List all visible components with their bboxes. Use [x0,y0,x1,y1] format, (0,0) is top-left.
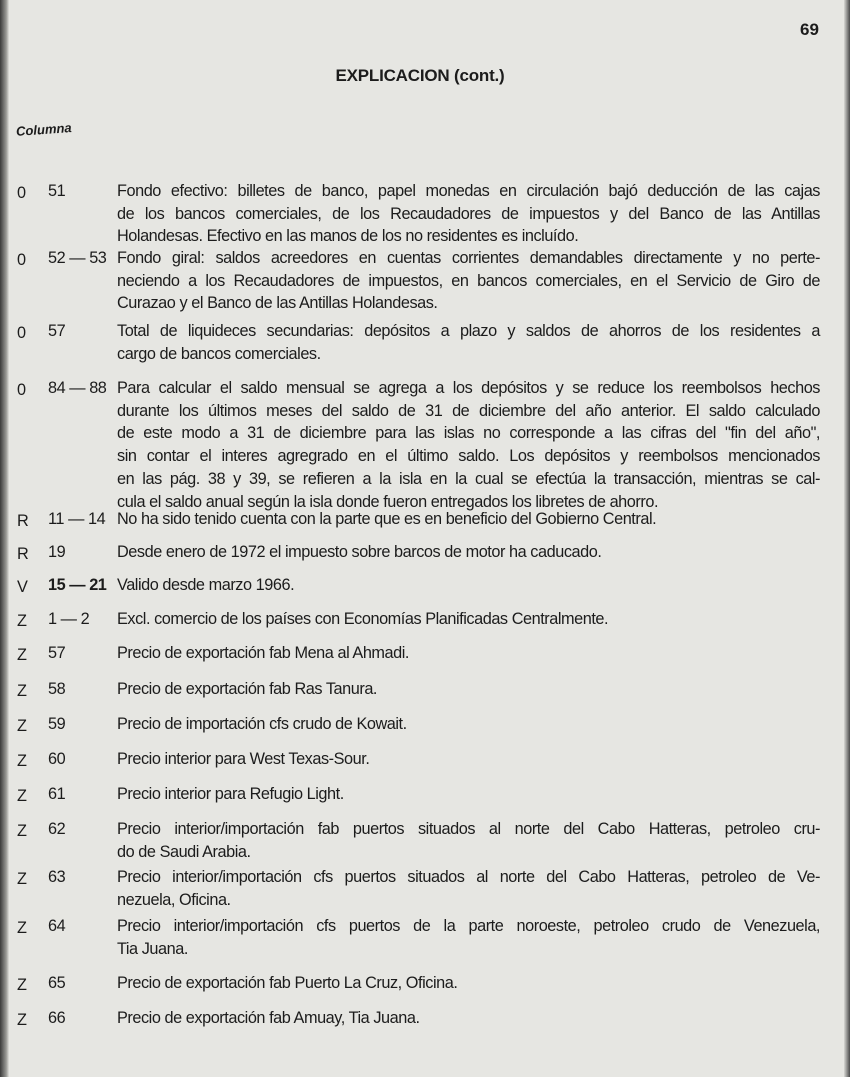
entry-text [117,972,820,995]
entry-column-number: 15 — 21 [48,576,107,594]
entry-code: 0 [17,251,26,269]
entry-text-line: do de Saudi Arabia. [117,842,251,861]
entry-text-line: Precio interior/importación fab puertos situados al norte del Cabo Hatteras, petroleo cru- [117,820,820,838]
entry-text-line: sin contar el interes agregrado en el último saldo. Los depósitos y reembolsos mencionados [117,447,820,466]
entry-column-number: 57 [48,644,66,662]
entry-text [117,642,820,665]
entry-text-line: Desde enero de 1972 el impuesto sobre barcos de motor ha caducado. [117,543,602,561]
entry-text-line: cargo de bancos comerciales. [117,344,321,363]
entry-code: 0 [17,324,26,342]
entry-text [117,320,820,365]
entry-text-line: Precio de exportación fab Mena al Ahmadi. [117,644,409,662]
entry-column-number: 51 [48,182,66,200]
entry-column-number: 63 [48,868,66,886]
entry-text-line: Fondo giral: saldos acreedores en cuentas corrientes demandables directamente y no perte- [117,249,820,267]
entry-text-line: de los bancos comerciales, de los Recaudadores de impuestos y del Banco de las Antillas [117,204,820,223]
entry-column-number: 57 [48,322,66,340]
entry-code: Z [17,1011,27,1029]
entry-text [117,915,820,960]
entry-text-line: de este modo a 31 de diciembre para las islas no corresponde a las cifras del "fin del año", [117,424,820,443]
entry-code: 0 [17,381,26,399]
page-right-edge [844,0,850,1077]
entry-text-line: nezuela, Oficina. [117,890,231,909]
entry-code: Z [17,976,27,994]
entry-text-line: cula el saldo anual según la isla donde fueron entregados los libretes de ahorro. [117,492,659,511]
entry-text [117,818,820,863]
entry-code: 0 [17,184,26,202]
entry-text-line: neciendo a los Recaudadores de impuestos, en bancos comerciales, en el Servicio de Giro de [117,271,820,290]
entry-text [117,783,820,806]
entry-text-line: Precio de exportación fab Amuay, Tia Juana. [117,1009,420,1027]
entry-text-line: Precio interior/importación cfs puertos de la parte noroeste, petroleo crudo de Venezuela, [117,917,820,935]
entry-text-line: en las pág. 38 y 39, se refieren a la isla en la cual se efectúa la transacción, mientras se cal- [117,469,820,488]
entry-text-line: Precio de exportación fab Puerto La Cruz, Oficina. [117,974,458,992]
entry-column-number: 59 [48,715,66,733]
entry-text-line: Precio de importación cfs crudo de Kowait. [117,715,407,733]
entry-column-number: 58 [48,680,66,698]
entry-code: Z [17,612,27,630]
entry-code: V [17,578,28,596]
entry-text [117,866,820,911]
entry-text [117,541,820,564]
entry-text-line: Para calcular el saldo mensual se agrega a los depósitos y se reduce los reembolsos hechos [117,379,820,397]
entry-column-number: 84 — 88 [48,379,107,397]
entry-text-line: Precio interior para Refugio Light. [117,785,344,803]
entry-text-line: Precio interior para West Texas-Sour. [117,750,370,768]
entry-text [117,508,820,531]
entry-column-number: 52 — 53 [48,249,107,267]
entry-text [117,608,820,631]
entry-code: Z [17,752,27,770]
entry-text [117,1007,820,1030]
entry-code: Z [17,682,27,700]
entry-column-number: 61 [48,785,66,803]
entry-text-line: Excl. comercio de los países con Economías Planificadas Centralmente. [117,610,609,628]
entry-column-number: 11 — 14 [48,510,106,528]
entry-code: Z [17,870,27,888]
entry-text-line: durante los últimos meses del saldo de 31 de diciembre del año anterior. El saldo calculado [117,401,820,420]
entry-code: Z [17,919,27,937]
entry-column-number: 19 [48,543,66,561]
entry-text-line: Valido desde marzo 1966. [117,576,295,594]
entry-text [117,678,820,701]
entry-text-line: Precio interior/importación cfs puertos situados al norte del Cabo Hatteras, petroleo de Ve- [117,868,820,886]
entry-text-line: Curazao y el Banco de las Antillas Holandesas. [117,294,438,313]
page-number: 69 [800,20,819,39]
entry-code: R [17,512,29,530]
entry-code: Z [17,646,27,664]
entry-column-number: 64 [48,917,66,935]
entry-text [117,377,820,513]
entry-code: Z [17,822,27,840]
entry-text-line: Holandesas. Efectivo en las manos de los no residentes es incluído. [117,227,579,246]
entry-text [117,247,820,315]
entry-text [117,180,820,248]
entry-text [117,713,820,736]
entry-column-number: 62 [48,820,66,838]
entry-column-number: 65 [48,974,66,992]
page-binding-edge [0,0,9,1077]
entry-text [117,748,820,771]
entry-column-number: 66 [48,1009,66,1027]
entry-text-line: No ha sido tenido cuenta con la parte que es en beneficio del Gobierno Central. [117,510,657,528]
entry-text-line: Precio de exportación fab Ras Tanura. [117,680,377,698]
entry-text-line: Tia Juana. [117,939,188,958]
entry-text-line: Fondo efectivo: billetes de banco, papel monedas en circulación bajó deducción de las cajas [117,182,820,200]
page-title: EXPLICACION (cont.) [335,66,505,85]
entry-code: Z [17,787,27,805]
entry-column-number: 1 — 2 [48,610,90,628]
entry-code: Z [17,717,27,735]
column-header: Columna [15,120,73,139]
entry-column-number: 60 [48,750,66,768]
entry-text-line: Total de liquideces secundarias: depósitos a plazo y saldos de ahorros de los residentes a [117,322,820,340]
entry-code: R [17,545,29,563]
entry-text [117,574,820,597]
